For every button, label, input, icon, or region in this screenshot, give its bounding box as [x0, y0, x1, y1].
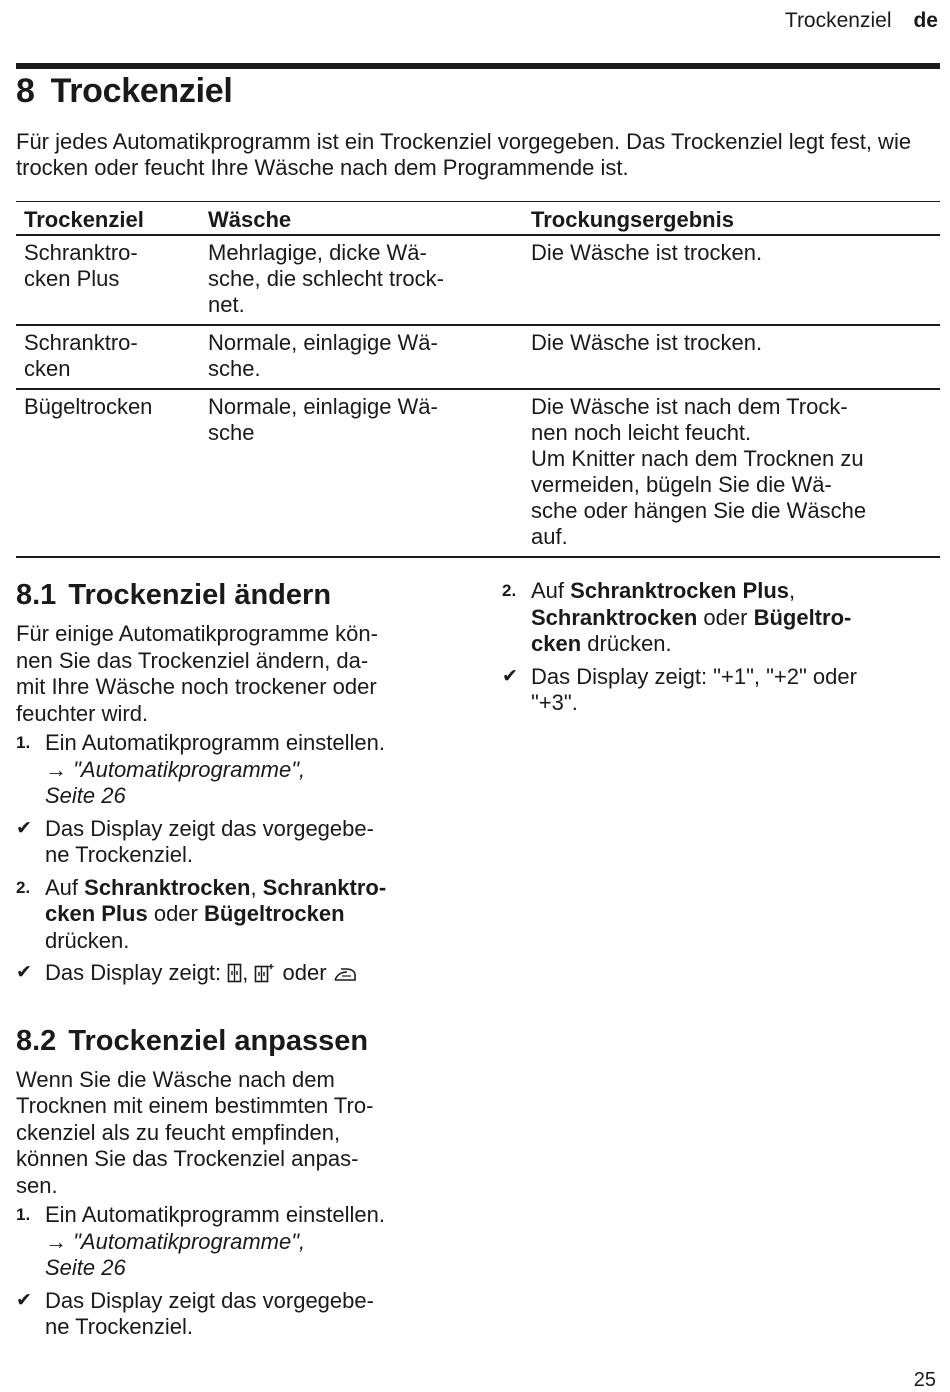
result-text: Das Display zeigt das vorgegebe- ne Trockenziel.: [45, 1287, 374, 1339]
step-text: Ein Automatikprogramm einstellen.: [45, 730, 385, 755]
drying-target-table: [16, 201, 940, 558]
section-number: 8.2: [16, 1024, 57, 1057]
table-cell: Schranktro- cken Plus: [16, 235, 200, 325]
header-lang: de: [913, 9, 938, 32]
checkmark-icon: ✔: [16, 962, 32, 983]
left-column: [16, 578, 456, 1347]
option-name: Schranktrocken: [531, 604, 698, 630]
separator: oder: [276, 960, 333, 985]
table-header-row: [16, 202, 940, 236]
separator: ,: [242, 960, 255, 985]
cross-reference-link[interactable]: → "Automatikprogramme", Seite 26: [45, 1228, 306, 1280]
table-cell: Normale, einlagige Wä- sche.: [200, 325, 523, 389]
step-number: 1.: [16, 733, 31, 752]
step-text: Ein Automatikprogramm einstellen.: [45, 1202, 385, 1227]
option-name: Schranktro- cken Plus: [45, 874, 387, 926]
chapter-title-text: Trockenziel: [50, 72, 233, 110]
checkmark-icon: ✔: [16, 1289, 32, 1311]
cross-reference-link[interactable]: → "Automatikprogramme", Seite 26: [45, 756, 306, 808]
table-cell: Die Wäsche ist trocken.: [523, 325, 940, 389]
table-header-cell: Trockungsergebnis: [523, 202, 940, 236]
separator: ,: [789, 578, 796, 603]
step-text-post: drücken.: [45, 927, 130, 953]
section-number: 8.1: [16, 579, 57, 611]
table-cell: Die Wäsche ist trocken.: [523, 235, 940, 325]
iron-dry-icon: [333, 963, 357, 990]
result-text: Das Display zeigt:: [45, 960, 228, 985]
table-cell: Mehrlagige, dicke Wä- sche, die schlecht trock- net.: [200, 235, 523, 325]
step-number: 1.: [16, 1205, 31, 1224]
option-name: Bügeltrocken: [203, 901, 345, 926]
title-rule: [16, 63, 940, 69]
table-cell: Bügeltrocken: [16, 389, 200, 557]
instruction-step: [16, 730, 456, 810]
checkmark-icon: ✔: [16, 817, 32, 839]
section-8-2-intro: Wenn Sie die Wäsche nach dem Trocknen mit einem bestimmten Tro- ckenziel als zu feucht empfinden, können Sie das Trockenziel anpas- sen.: [16, 1066, 374, 1198]
running-header: [785, 9, 938, 33]
chapter-number: 8: [16, 72, 35, 110]
table-cell: Normale, einlagige Wä- sche: [200, 389, 523, 557]
chapter-title: [16, 72, 233, 111]
result-step: [16, 1288, 456, 1341]
step-text-post: drücken.: [581, 631, 672, 656]
page-number: 25: [913, 1369, 936, 1391]
result-text: Das Display zeigt: "+1", "+2" oder "+3".: [531, 663, 857, 715]
table-header-cell: Wäsche: [200, 202, 523, 236]
table-header-cell: Trockenziel: [16, 202, 200, 236]
cupboard-dry-icon: [227, 963, 242, 990]
option-name: Schranktrocken Plus: [570, 578, 790, 603]
header-section: Trockenziel: [784, 9, 892, 32]
separator: oder: [147, 901, 204, 926]
option-name: Bügeltro- cken: [531, 604, 852, 656]
step-number: 2.: [502, 581, 517, 600]
result-text: Das Display zeigt das vorgegebe- ne Trockenziel.: [45, 815, 374, 867]
section-title: Trockenziel anpassen: [68, 1024, 369, 1057]
step-number: 2.: [16, 877, 31, 897]
table-row: [16, 325, 940, 389]
section-8-1-heading: [16, 578, 456, 612]
chapter-intro: Für jedes Automatikprogramm ist ein Trockenziel vorgegeben. Das Trockenziel legt fest, wie trocken oder feucht Ihre Wäsche nach dem Programmende ist.: [16, 129, 912, 180]
instruction-step: [16, 875, 456, 955]
section-8-2-heading: [16, 1024, 456, 1058]
separator: oder: [697, 604, 754, 630]
step-text-pre: Auf: [531, 578, 571, 603]
instruction-step: [502, 578, 942, 658]
right-column: [502, 578, 942, 723]
result-step: [502, 664, 942, 717]
result-step: [16, 816, 456, 869]
result-step: [16, 960, 456, 990]
table-row: [16, 389, 940, 557]
cupboard-dry-plus-icon: [254, 963, 276, 990]
table-cell: Schranktro- cken: [16, 325, 200, 389]
section-title: Trockenziel ändern: [68, 579, 332, 611]
instruction-step: [16, 1202, 456, 1282]
section-8-1-intro: Für einige Automatikprogramme kön- nen Sie das Trockenziel ändern, da- mit Ihre Wäsche noch trockener oder feuchter wird.: [16, 621, 378, 726]
option-name: Schranktrocken: [84, 874, 251, 900]
separator: ,: [250, 874, 263, 900]
step-text-pre: Auf: [45, 874, 85, 900]
table-cell: Die Wäsche ist nach dem Trock- nen noch leicht feucht. Um Knitter nach dem Trocknen zu vermeiden, bügeln Sie die Wä- sche oder hängen Sie die Wäsche auf.: [523, 389, 940, 557]
checkmark-icon: ✔: [502, 665, 518, 687]
table-row: [16, 235, 940, 325]
